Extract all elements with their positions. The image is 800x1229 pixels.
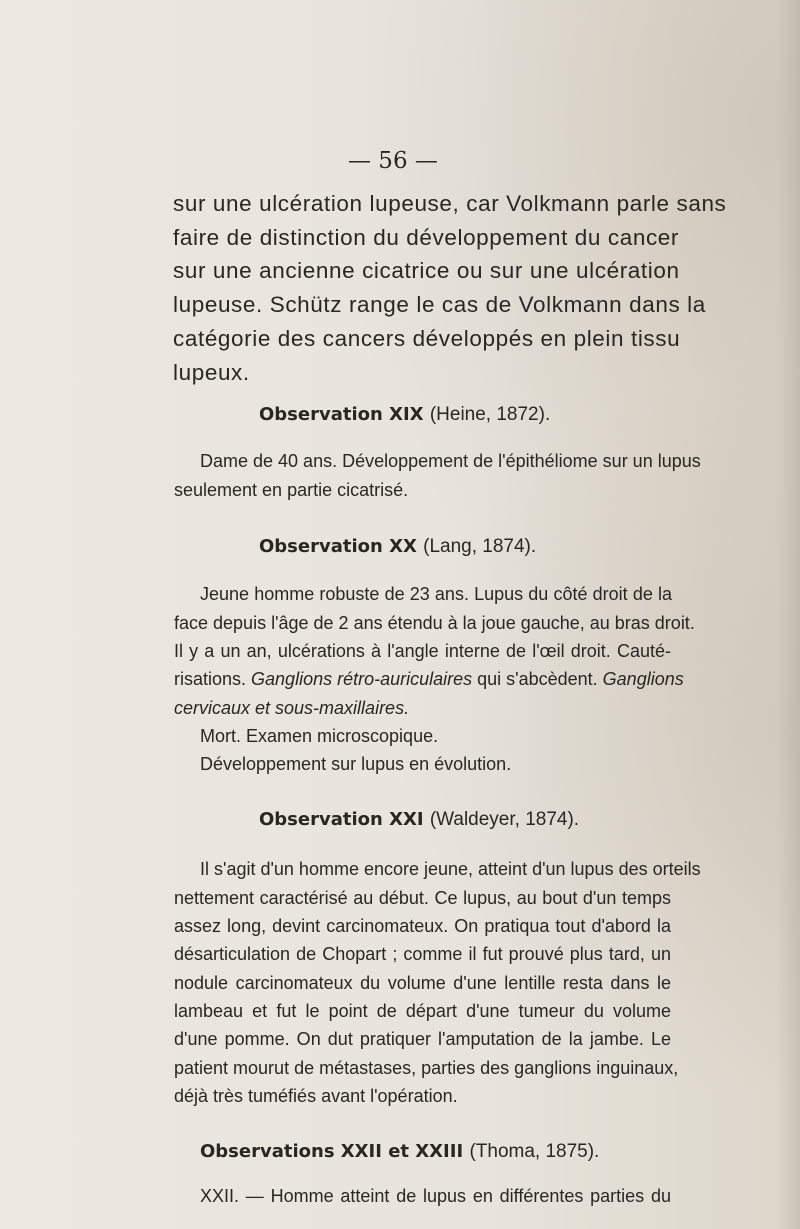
intro-line-1: sur une ulcération lupeuse, car Volkmann parle sans — [173, 191, 727, 216]
observation-21-line-6: lambeau et fut le point de départ d'une tumeur du volume — [174, 1001, 671, 1021]
observation-20-line-4-c: qui s'abcèdent. — [472, 669, 603, 689]
observation-20-line-5: cervicaux et sous-maxillaires. — [174, 698, 410, 718]
observation-19-source: (Heine, 1872). — [429, 404, 551, 425]
observation-21-line-4: désarticulation de Chopart ; comme il fut prouvé plus tard, un — [174, 944, 671, 964]
observation-20-line-6: Mort. Examen microscopique. — [200, 726, 439, 746]
observation-20-line-3: Il y a un an, ulcérations à l'angle interne de l'œil droit. Cauté- — [174, 641, 671, 661]
observation-20-ganglions: Ganglions — [602, 669, 684, 689]
intro-line-3: sur une ancienne cicatrice ou sur une ulcération — [173, 258, 680, 283]
observation-21-line-2: nettement caractérisé au début. Ce lupus, au bout d'un temps — [174, 888, 671, 908]
observation-20-title: Observation XX — [259, 536, 417, 557]
observation-20-line-2: face depuis l'âge de 2 ans étendu à la joue gauche, au bras droit. — [174, 613, 695, 633]
intro-line-5: catégorie des cancers développés en plein tissu — [173, 326, 681, 351]
observation-20-retro-auriculaires: Ganglions rétro-auriculaires — [251, 669, 473, 689]
observation-19-title: Observation XIX — [259, 404, 424, 425]
observation-21-line-3: assez long, devint carcinomateux. On pratiqua tout d'abord la — [174, 916, 671, 936]
observation-20-line-1: Jeune homme robuste de 23 ans. Lupus du côté droit de la — [200, 584, 672, 604]
observation-21-heading — [259, 810, 579, 829]
observation-21-source: (Waldeyer, 1874). — [429, 809, 580, 830]
intro-line-4: lupeuse. Schütz range le cas de Volkmann dans la — [173, 292, 706, 317]
observation-19-heading — [259, 405, 550, 424]
observation-21-title: Observation XXI — [259, 809, 424, 830]
observation-21-line-7: d'une pomme. On dut pratiquer l'amputation de la jambe. Le — [174, 1029, 671, 1049]
observation-21-line-1: Il s'agit d'un homme encore jeune, atteint d'un lupus des orteils — [200, 859, 701, 879]
observation-20-source: (Lang, 1874). — [423, 536, 537, 557]
observation-21-line-8: patient mourut de métastases, parties des ganglions inguinaux, — [174, 1058, 679, 1078]
observation-20-heading — [259, 537, 536, 556]
observations-22-23-heading — [200, 1142, 599, 1161]
observation-20-line-4 — [174, 669, 684, 689]
observations-22-23-title: Observations XXII et XXIII — [200, 1141, 464, 1162]
observation-21-line-5: nodule carcinomateux du volume d'une lentille resta dans le — [174, 973, 671, 993]
observation-21-line-9: déjà très tuméfiés avant l'opération. — [174, 1086, 458, 1106]
observation-19-line-1: Dame de 40 ans. Développement de l'épithéliome sur un lupus — [200, 451, 701, 471]
observation-20-line-7: Développement sur lupus en évolution. — [200, 754, 512, 774]
observation-19-line-2: seulement en partie cicatrisé. — [174, 480, 409, 500]
intro-line-2: faire de distinction du développement du cancer — [173, 225, 680, 250]
intro-line-6: lupeux. — [173, 360, 250, 385]
observation-20-line-4-a: risations. — [174, 669, 252, 689]
page-number: — 56 — — [348, 148, 438, 174]
observations-22-23-source: (Thoma, 1875). — [469, 1141, 600, 1162]
observations-22-23-line-1: XXII. — Homme atteint de lupus en différentes parties du — [200, 1186, 671, 1206]
